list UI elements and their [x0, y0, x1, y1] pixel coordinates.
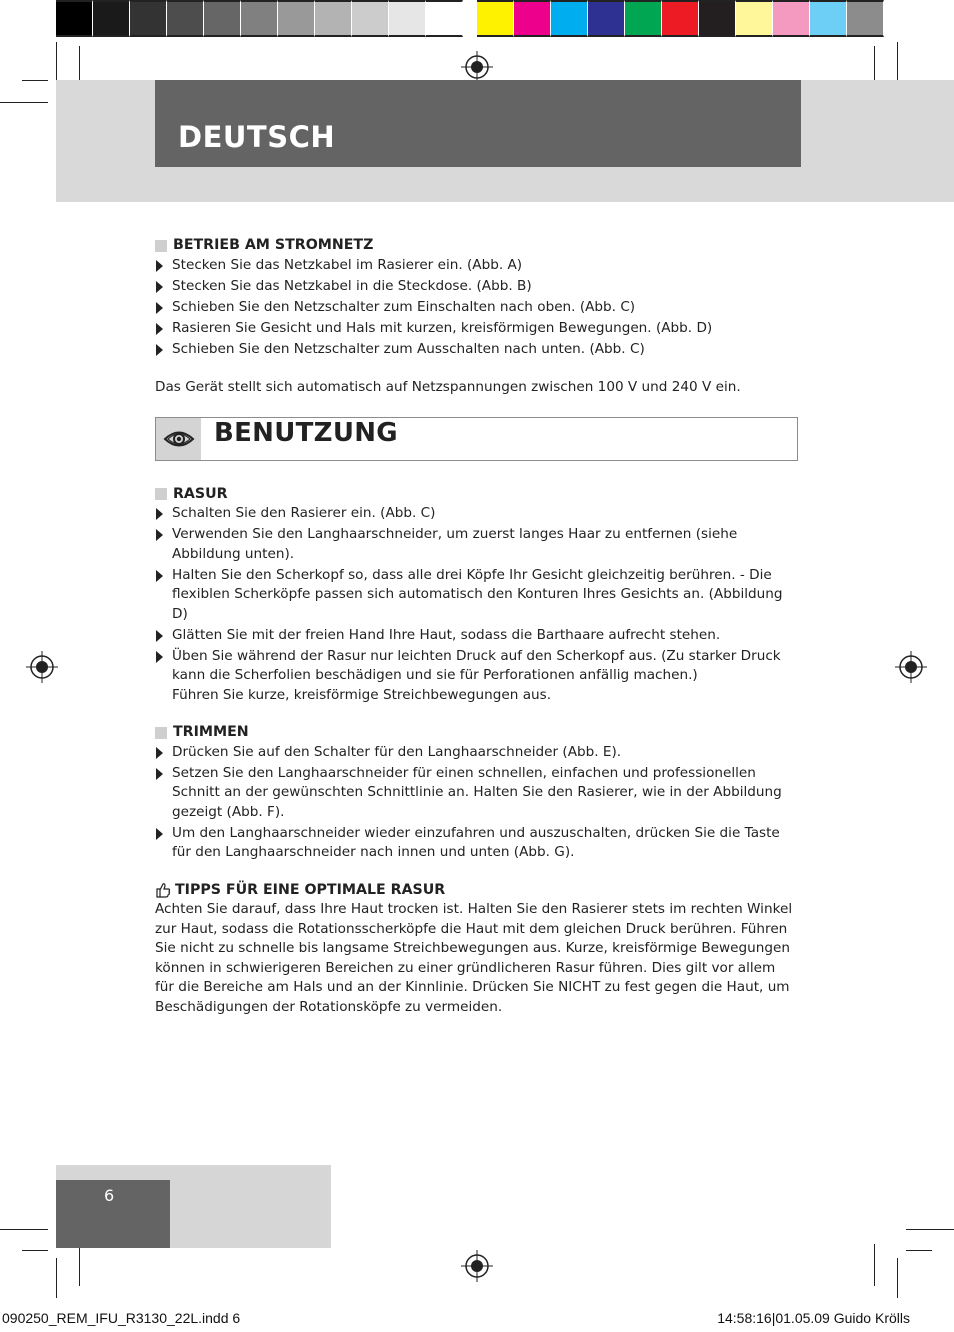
registration-target-icon: [26, 651, 58, 683]
crop-mark: [897, 42, 898, 82]
arrow-bullet-icon: [156, 260, 163, 272]
color-registration-bar: [56, 0, 884, 38]
crop-mark: [874, 1244, 875, 1286]
color-swatch: [93, 0, 130, 37]
list-item: Schalten Sie den Rasierer ein. (Abb. C): [155, 504, 795, 524]
color-swatch: [56, 0, 93, 37]
list-item: Üben Sie während der Rasur nur leichten Druck auf den Scherkopf aus. (Zu starker Druck kann die Scherfolien beschädigen und sie für Perforationen anfällig machen.) Führen Sie kurze, kreisförmige Streichbewegungen aus.: [155, 647, 795, 706]
color-swatch: [315, 0, 352, 37]
color-swatch: [130, 0, 167, 37]
section-banner: [155, 417, 798, 461]
color-swatch: [514, 0, 551, 37]
color-swatch: [204, 0, 241, 37]
page-title: DEUTSCH: [178, 120, 336, 154]
crop-mark: [906, 1229, 954, 1230]
color-swatch: [241, 0, 278, 37]
crop-mark: [897, 1258, 898, 1298]
trim-steps-list: [155, 743, 795, 863]
color-swatch: [167, 0, 204, 37]
footer-file-name: 090250_REM_IFU_R3130_22L.indd 6: [2, 1310, 241, 1326]
voltage-note: Das Gerät stellt sich automatisch auf Netzspannungen zwischen 100 V und 240 V ein.: [155, 379, 741, 395]
crop-mark: [22, 80, 48, 81]
arrow-bullet-icon: [156, 344, 163, 356]
power-steps-list: [155, 256, 795, 360]
color-swatch: [699, 0, 736, 37]
color-swatch: [773, 0, 810, 37]
arrow-bullet-icon: [156, 747, 163, 759]
list-item: Um den Langhaarschneider wieder einzufahren und auszuschalten, drücken Sie die Taste für den Langhaarschneider nach innen und unten (Abb. G).: [155, 824, 795, 863]
arrow-bullet-icon: [156, 529, 163, 541]
arrow-bullet-icon: [156, 651, 163, 663]
crop-mark: [0, 102, 48, 103]
crop-mark: [22, 1250, 48, 1251]
crop-mark: [0, 1229, 48, 1230]
arrow-bullet-icon: [156, 323, 163, 335]
list-item: Rasieren Sie Gesicht und Hals mit kurzen, kreisförmigen Bewegungen. (Abb. D): [155, 319, 795, 339]
arrow-bullet-icon: [156, 281, 163, 293]
section-heading-shave: RASUR: [155, 485, 795, 505]
crop-mark: [56, 42, 57, 82]
arrow-bullet-icon: [156, 302, 163, 314]
arrow-bullet-icon: [156, 570, 163, 582]
crop-mark: [906, 1250, 932, 1251]
main-content: [155, 236, 795, 1017]
color-swatch: [477, 0, 514, 37]
color-swatch: [847, 0, 884, 37]
square-bullet-icon: [155, 727, 167, 739]
list-item: Verwenden Sie den Langhaarschneider, um zuerst langes Haar zu entfernen (siehe Abbildung unten).: [155, 525, 795, 564]
arrow-bullet-icon: [156, 828, 163, 840]
list-item: Glätten Sie mit der freien Hand Ihre Haut, sodass die Barthaare aufrecht stehen.: [155, 626, 795, 646]
eye-icon: [163, 428, 195, 450]
list-item: Schieben Sie den Netzschalter zum Einschalten nach oben. (Abb. C): [155, 298, 795, 318]
list-item: Schieben Sie den Netzschalter zum Ausschalten nach unten. (Abb. C): [155, 340, 795, 360]
color-swatch: [810, 0, 847, 37]
color-swatch: [551, 0, 588, 37]
registration-target-icon: [461, 1250, 493, 1282]
arrow-bullet-icon: [156, 630, 163, 642]
color-swatch: [389, 0, 426, 37]
crop-mark: [79, 1244, 80, 1286]
color-swatch: [352, 0, 389, 37]
square-bullet-icon: [155, 488, 167, 500]
shave-steps-list: [155, 504, 795, 705]
page-number: 6: [104, 1186, 115, 1205]
square-bullet-icon: [155, 240, 167, 252]
tips-body: Achten Sie darauf, dass Ihre Haut trocken ist. Halten Sie den Rasierer stets im rechten Winkel zur Haut, sodass die Rotationsscherköpfe die Haut mit dem gleichen Druck berühren. Führen Sie nicht zu schnelle bis langsame Streichbewegungen aus. Kurze, kreisförmige Bewegungen können in schwierigeren Bereichen zu einer gründlicheren Rasur führen. Dies gilt vor allem für die Bereiche am Hals und an der Kinnlinie. Drücken Sie NICHT zu fest gegen die Haut, um Beschädigungen der Rotationsköpfe zu vermeiden.: [155, 901, 793, 1015]
section-heading-trim: TRIMMEN: [155, 723, 795, 743]
section-heading-tips: TIPPS FÜR EINE OPTIMALE RASUR: [155, 881, 795, 901]
banner-title: BENUTZUNG: [214, 417, 398, 448]
color-swatch: [625, 0, 662, 37]
color-swatch: [463, 0, 477, 37]
list-item: Halten Sie den Scherkopf so, dass alle drei Köpfe Ihr Gesicht gleichzeitig berühren. - Die flexiblen Scherköpfe passen sich automatisch den Konturen Ihres Gesichts an. (Abbildung D): [155, 566, 795, 625]
registration-target-icon: [895, 651, 927, 683]
color-swatch: [278, 0, 315, 37]
color-swatch: [736, 0, 773, 37]
thumbs-up-icon: [155, 882, 171, 898]
footer-timestamp: 14:58:16|01.05.09 Guido Krölls: [717, 1310, 910, 1326]
banner-icon-box: [156, 418, 201, 460]
list-item: Stecken Sie das Netzkabel im Rasierer ein. (Abb. A): [155, 256, 795, 276]
arrow-bullet-icon: [156, 508, 163, 520]
arrow-bullet-icon: [156, 768, 163, 780]
list-item: Stecken Sie das Netzkabel in die Steckdose. (Abb. B): [155, 277, 795, 297]
color-swatch: [662, 0, 699, 37]
registration-target-icon: [461, 51, 493, 83]
color-swatch: [426, 0, 463, 37]
color-swatch: [588, 0, 625, 37]
section-heading-power: BETRIEB AM STROMNETZ: [155, 236, 795, 256]
crop-mark: [56, 1258, 57, 1298]
list-item: Setzen Sie den Langhaarschneider für einen schnellen, einfachen und professionellen Schnitt an der gewünschten Schnittlinie an. Halten Sie den Rasierer, wie in der Abbildung gezeigt (Abb. F).: [155, 764, 795, 823]
list-item: Drücken Sie auf den Schalter für den Langhaarschneider (Abb. E).: [155, 743, 795, 763]
